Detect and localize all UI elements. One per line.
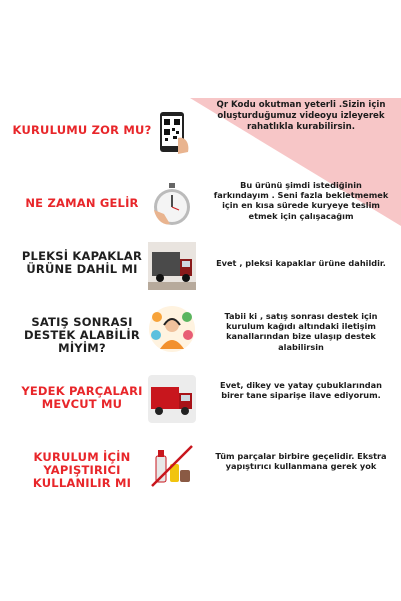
question-support: SATIŞ SONRASI DESTEK ALABİLİR MİYİM? bbox=[24, 315, 140, 355]
support-agent-icon bbox=[148, 305, 196, 353]
truck-icon bbox=[148, 242, 196, 290]
glue-crossed-icon bbox=[148, 442, 196, 490]
question-delivery: NE ZAMAN GELİR bbox=[25, 196, 139, 210]
answer-plexi: Evet , pleksi kapaklar ürüne dahildir. bbox=[216, 258, 386, 268]
answer-glue: Tüm parçalar birbire geçelidir. Ekstra yapıştırıcı kullanmana gerek yok bbox=[215, 451, 387, 472]
question-glue: KURULUM İÇİN YAPIŞTIRICI KULLANILIR MI bbox=[32, 450, 132, 490]
answer-setup: Qr Kodu okutman yeterli .Sizin için oluşturduğumuz videoyu izleyerek rahatlıkla kurabilirsin. bbox=[216, 100, 386, 132]
answer-delivery: Bu ürünü şimdi istediğinin farkındayım . Seni fazla bekletmemek için en kısa sürede kuryeye teslim etmek için çalışacağım bbox=[213, 180, 389, 221]
answer-support: Tabii ki , satış sonrası destek için kurulum kağıdı altındaki iletişim kanallarından bize ulaşıp destek alabilirsin bbox=[224, 311, 378, 352]
answer-spare: Evet, dikey ve yatay çubuklarından birer tane siparişe ilave ediyorum. bbox=[219, 380, 382, 401]
qr-phone-icon bbox=[148, 108, 196, 156]
question-spare: YEDEK PARÇALARI MEVCUT MU bbox=[21, 384, 143, 411]
stopwatch-icon bbox=[148, 180, 196, 228]
question-plexi: PLEKSİ KAPAKLAR ÜRÜNE DAHİL MI bbox=[21, 249, 143, 276]
red-truck-icon bbox=[148, 375, 196, 423]
question-setup: KURULUMU ZOR MU? bbox=[12, 123, 152, 137]
